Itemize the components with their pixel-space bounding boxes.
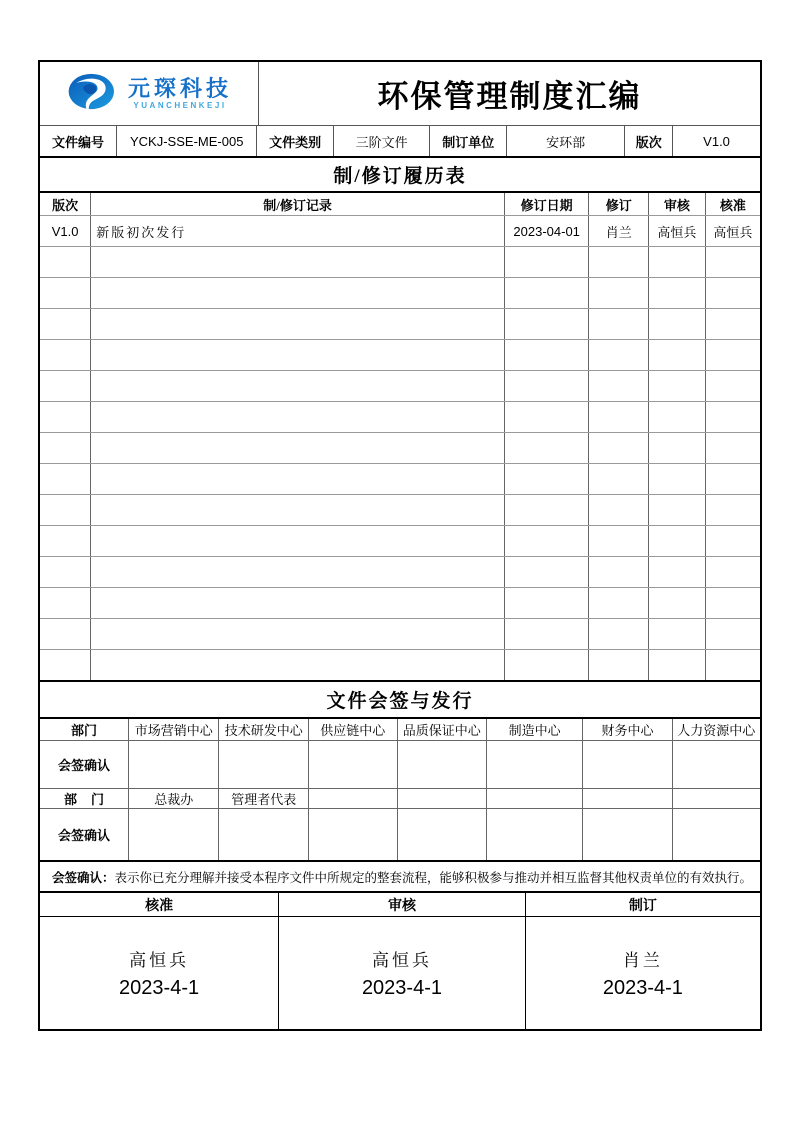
confirm-label-2: 会签确认 xyxy=(40,809,129,861)
empty-cell xyxy=(649,650,706,681)
doc-category-value: 三阶文件 xyxy=(333,126,429,156)
dept-cell: 品质保证中心 xyxy=(397,719,486,741)
approve-label: 核准 xyxy=(40,893,279,917)
signature-cell xyxy=(397,741,486,789)
empty-cell xyxy=(504,247,589,278)
empty-cell xyxy=(649,495,706,526)
empty-cell xyxy=(504,464,589,495)
empty-cell xyxy=(504,278,589,309)
empty-cell xyxy=(589,619,649,650)
dept-label: 部门 xyxy=(40,719,129,741)
dept-cell: 总裁办 xyxy=(129,789,219,809)
empty-cell xyxy=(91,526,505,557)
col-version: 版次 xyxy=(40,193,91,216)
revision-empty-row xyxy=(40,464,760,495)
revision-revised-by: 肖兰 xyxy=(589,216,649,247)
draft-label: 制订 xyxy=(525,893,760,917)
empty-cell xyxy=(649,588,706,619)
empty-cell xyxy=(504,340,589,371)
empty-cell xyxy=(40,247,91,278)
dept-cell xyxy=(309,789,398,809)
empty-cell xyxy=(589,495,649,526)
header-row xyxy=(40,62,760,126)
empty-cell xyxy=(589,340,649,371)
empty-cell xyxy=(705,247,760,278)
countersign-note xyxy=(40,862,760,893)
empty-cell xyxy=(589,526,649,557)
doc-unit-label: 制订单位 xyxy=(430,126,507,156)
empty-cell xyxy=(589,309,649,340)
doc-unit-value: 安环部 xyxy=(507,126,625,156)
empty-cell xyxy=(649,557,706,588)
empty-cell xyxy=(40,464,91,495)
revision-empty-row xyxy=(40,278,760,309)
empty-cell xyxy=(91,278,505,309)
empty-cell xyxy=(705,588,760,619)
empty-cell xyxy=(649,340,706,371)
revision-header-row xyxy=(40,193,760,216)
revision-empty-row xyxy=(40,495,760,526)
signature-cell xyxy=(583,741,672,789)
signature-cell xyxy=(309,741,398,789)
approve-signature xyxy=(40,917,279,1030)
empty-cell xyxy=(40,371,91,402)
revision-empty-row xyxy=(40,402,760,433)
doc-category-label: 文件类别 xyxy=(257,126,334,156)
col-record: 制/修订记录 xyxy=(91,193,505,216)
signature-cell xyxy=(129,809,219,861)
empty-cell xyxy=(705,402,760,433)
document-title: 环保管理制度汇编 xyxy=(377,79,642,114)
empty-cell xyxy=(40,619,91,650)
dept-cell xyxy=(397,789,486,809)
company-logo xyxy=(40,62,259,125)
revision-empty-row xyxy=(40,557,760,588)
empty-cell xyxy=(40,588,91,619)
revision-table-title: 制/修订履历表 xyxy=(40,158,760,193)
revision-table xyxy=(40,193,760,682)
empty-cell xyxy=(589,402,649,433)
doc-version-label: 版次 xyxy=(625,126,673,156)
empty-cell xyxy=(40,526,91,557)
empty-cell xyxy=(589,433,649,464)
empty-cell xyxy=(589,278,649,309)
empty-cell xyxy=(649,433,706,464)
signature-cell xyxy=(486,741,582,789)
empty-cell xyxy=(589,557,649,588)
empty-cell xyxy=(705,309,760,340)
empty-cell xyxy=(589,247,649,278)
empty-cell xyxy=(649,464,706,495)
empty-cell xyxy=(705,433,760,464)
review-signature xyxy=(279,917,526,1030)
confirm-label: 会签确认 xyxy=(40,741,129,789)
doc-number-value: YCKJ-SSE-ME-005 xyxy=(117,126,257,156)
approve-name: 高恒兵 xyxy=(129,951,190,970)
document-info-row xyxy=(40,126,760,158)
dept-cell: 供应链中心 xyxy=(309,719,398,741)
revision-reviewed-by: 高恒兵 xyxy=(649,216,706,247)
revision-empty-row xyxy=(40,433,760,464)
empty-cell xyxy=(40,278,91,309)
dept-cell: 人力资源中心 xyxy=(672,719,760,741)
empty-cell xyxy=(504,588,589,619)
empty-cell xyxy=(649,278,706,309)
dept-cell xyxy=(583,789,672,809)
empty-cell xyxy=(504,433,589,464)
signature-cell xyxy=(219,809,309,861)
empty-cell xyxy=(91,433,505,464)
empty-cell xyxy=(91,588,505,619)
empty-cell xyxy=(504,557,589,588)
signature-cell xyxy=(583,809,672,861)
col-date: 修订日期 xyxy=(504,193,589,216)
signature-cell xyxy=(486,809,582,861)
empty-cell xyxy=(705,495,760,526)
revision-empty-row xyxy=(40,526,760,557)
revision-date: 2023-04-01 xyxy=(504,216,589,247)
empty-cell xyxy=(91,402,505,433)
empty-cell xyxy=(705,464,760,495)
revision-empty-row xyxy=(40,371,760,402)
signature-cell xyxy=(397,809,486,861)
signature-cell xyxy=(672,741,760,789)
dept-header-row xyxy=(40,719,760,741)
company-name-en: YUANCHENKEJI xyxy=(133,100,227,110)
empty-cell xyxy=(504,526,589,557)
empty-cell xyxy=(40,309,91,340)
dept-header-row-2 xyxy=(40,789,760,809)
signature-cell xyxy=(219,741,309,789)
dept-label-2-text: 部门 xyxy=(64,792,119,807)
note-label: 会签确认： xyxy=(52,870,115,885)
col-reviewed: 审核 xyxy=(649,193,706,216)
empty-cell xyxy=(649,247,706,278)
empty-cell xyxy=(705,371,760,402)
empty-cell xyxy=(589,464,649,495)
empty-cell xyxy=(504,309,589,340)
empty-cell xyxy=(649,619,706,650)
dept-cell xyxy=(672,789,760,809)
revision-empty-row xyxy=(40,619,760,650)
revision-empty-row xyxy=(40,588,760,619)
draft-date: 2023-4-1 xyxy=(602,977,683,999)
signature-cell xyxy=(129,741,219,789)
dept-cell: 市场营销中心 xyxy=(129,719,219,741)
title-cell xyxy=(259,62,760,125)
empty-cell xyxy=(91,557,505,588)
empty-cell xyxy=(504,650,589,681)
doc-number-label: 文件编号 xyxy=(52,134,105,150)
dept-cell: 管理者代表 xyxy=(219,789,309,809)
countersign-table xyxy=(40,719,760,862)
empty-cell xyxy=(40,557,91,588)
draft-signature xyxy=(525,917,760,1030)
empty-cell xyxy=(504,619,589,650)
empty-cell xyxy=(705,340,760,371)
company-name xyxy=(127,75,232,110)
revision-empty-row xyxy=(40,309,760,340)
signature-cell xyxy=(672,809,760,861)
empty-cell xyxy=(91,650,505,681)
empty-cell xyxy=(40,650,91,681)
empty-cell xyxy=(91,247,505,278)
dept-label-2 xyxy=(40,789,129,809)
empty-cell xyxy=(649,526,706,557)
countersign-title: 文件会签与发行 xyxy=(40,682,760,719)
doc-version-value: V1.0 xyxy=(673,126,760,156)
dept-cell xyxy=(486,789,582,809)
company-logo-icon xyxy=(66,73,120,115)
empty-cell xyxy=(40,340,91,371)
empty-cell xyxy=(589,371,649,402)
approval-section xyxy=(40,893,760,1029)
empty-cell xyxy=(649,402,706,433)
revision-empty-row xyxy=(40,247,760,278)
empty-cell xyxy=(40,433,91,464)
revision-empty-row xyxy=(40,650,760,681)
col-revised: 修订 xyxy=(589,193,649,216)
empty-cell xyxy=(649,371,706,402)
empty-cell xyxy=(40,402,91,433)
review-date: 2023-4-1 xyxy=(361,977,442,999)
empty-cell xyxy=(504,495,589,526)
empty-cell xyxy=(705,526,760,557)
review-label: 审核 xyxy=(279,893,526,917)
revision-approved-by: 高恒兵 xyxy=(705,216,760,247)
review-name: 高恒兵 xyxy=(371,951,432,970)
empty-cell xyxy=(705,278,760,309)
note-text: 表示你已充分理解并接受本程序文件中所规定的整套流程，能够积极参与推动并相互监督其他权责单位的有效执行。 xyxy=(114,870,753,885)
dept-cell: 技术研发中心 xyxy=(219,719,309,741)
empty-cell xyxy=(91,309,505,340)
empty-cell xyxy=(91,340,505,371)
empty-cell xyxy=(705,557,760,588)
signature-cell xyxy=(309,809,398,861)
col-approved: 核准 xyxy=(705,193,760,216)
revision-version: V1.0 xyxy=(40,216,91,247)
empty-cell xyxy=(649,309,706,340)
confirm-row-2 xyxy=(40,809,760,861)
empty-cell xyxy=(40,495,91,526)
empty-cell xyxy=(705,619,760,650)
company-name-cn: 元琛科技 xyxy=(127,75,232,101)
approval-header-row xyxy=(40,893,760,917)
revision-record: 新版初次发行 xyxy=(91,216,505,247)
document-frame xyxy=(38,60,762,1031)
revision-empty-row xyxy=(40,340,760,371)
empty-cell xyxy=(589,650,649,681)
empty-cell xyxy=(705,650,760,681)
empty-cell xyxy=(91,464,505,495)
dept-cell: 制造中心 xyxy=(486,719,582,741)
dept-cell: 财务中心 xyxy=(583,719,672,741)
empty-cell xyxy=(91,619,505,650)
empty-cell xyxy=(589,588,649,619)
confirm-row-1 xyxy=(40,741,760,789)
revision-table-body xyxy=(40,193,760,680)
empty-cell xyxy=(91,371,505,402)
approve-date: 2023-4-1 xyxy=(119,977,200,999)
empty-cell xyxy=(504,402,589,433)
empty-cell xyxy=(91,495,505,526)
approval-signature-row xyxy=(40,917,760,1030)
revision-row xyxy=(40,216,760,247)
draft-name: 肖兰 xyxy=(622,951,663,970)
empty-cell xyxy=(504,371,589,402)
